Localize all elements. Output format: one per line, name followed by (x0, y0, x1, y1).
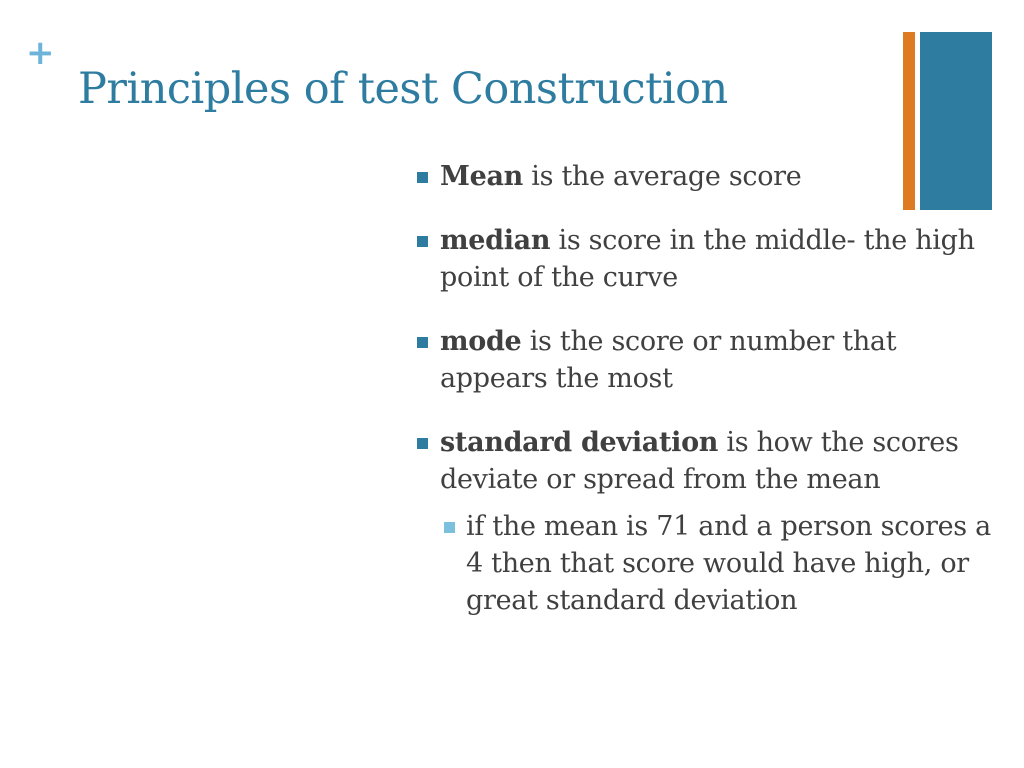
bullet-square-icon (417, 337, 428, 348)
bullet-square-icon (417, 172, 428, 183)
sub-bullet-square-icon (444, 522, 455, 533)
bullet-mean (413, 158, 1003, 195)
bullet-mode (413, 323, 1003, 397)
bullet-list (413, 158, 1003, 619)
bullet-square-icon (417, 236, 428, 247)
bullet-text: is the score or number that appears the most (440, 326, 897, 394)
sub-bullet-text: if the mean is 71 and a person scores a 4 then that score would have high, or great standard deviation (466, 511, 991, 616)
bullet-text: is how the scores deviate or spread from the mean (440, 427, 959, 495)
slide-title: Principles of test Construction (78, 64, 728, 114)
sub-bullet-list (440, 508, 1003, 619)
bullet-term: Mean (440, 161, 523, 192)
bullet-text: is score in the middle- the high point of the curve (440, 225, 975, 293)
bullet-square-icon (417, 438, 428, 449)
bullet-term: standard deviation (440, 427, 719, 458)
sub-bullet-example (440, 508, 1003, 619)
slide-content (413, 158, 1003, 646)
bullet-term: mode (440, 326, 522, 357)
bullet-median (413, 222, 1003, 296)
plus-icon: + (26, 33, 55, 73)
bullet-term: median (440, 225, 551, 256)
bullet-standard-deviation (413, 424, 1003, 619)
bullet-text: is the average score (523, 161, 802, 192)
